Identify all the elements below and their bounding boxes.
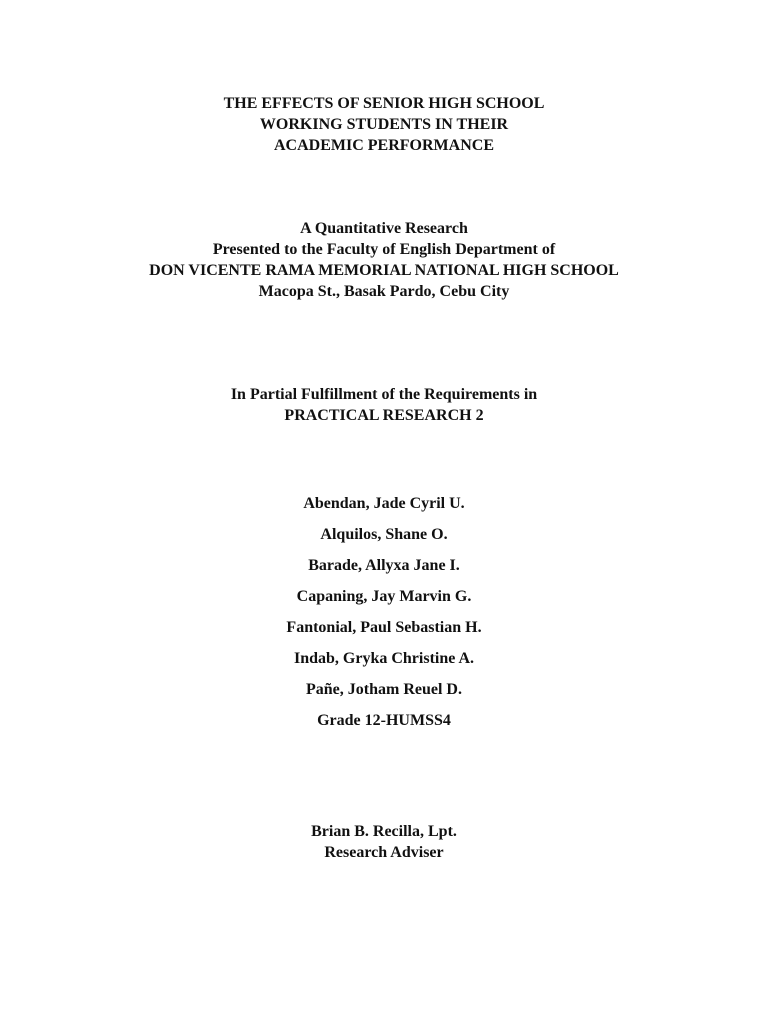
submission-statement xyxy=(0,218,768,302)
title-line-1: THE EFFECTS OF SENIOR HIGH SCHOOL xyxy=(223,95,545,112)
grade-section: Grade 12-HUMSS4 xyxy=(317,712,451,729)
presented-to: Presented to the Faculty of English Department of xyxy=(212,241,556,258)
author-name: Pañe, Jotham Reuel D. xyxy=(306,681,462,698)
course-name: PRACTICAL RESEARCH 2 xyxy=(284,407,484,424)
fulfillment-line: In Partial Fulfillment of the Requirements in xyxy=(230,386,538,403)
title-line-2: WORKING STUDENTS IN THEIR xyxy=(259,116,509,133)
school-name: DON VICENTE RAMA MEMORIAL NATIONAL HIGH SCHOOL xyxy=(149,262,619,279)
author-name: Fantonial, Paul Sebastian H. xyxy=(286,619,482,636)
adviser-block xyxy=(0,821,768,863)
research-type: A Quantitative Research xyxy=(300,220,468,237)
research-title xyxy=(0,93,768,156)
fulfillment-statement xyxy=(0,384,768,426)
author-name: Capaning, Jay Marvin G. xyxy=(296,588,472,605)
author-name: Indab, Gryka Christine A. xyxy=(293,650,475,667)
adviser-name: Brian B. Recilla, Lpt. xyxy=(311,823,457,840)
title-line-3: ACADEMIC PERFORMANCE xyxy=(274,137,494,154)
school-address: Macopa St., Basak Pardo, Cebu City xyxy=(258,283,510,300)
author-name: Alquilos, Shane O. xyxy=(320,526,448,543)
author-name: Abendan, Jade Cyril U. xyxy=(303,495,465,512)
adviser-role: Research Adviser xyxy=(324,844,444,861)
author-name: Barade, Allyxa Jane I. xyxy=(308,557,460,574)
author-list xyxy=(0,488,768,736)
